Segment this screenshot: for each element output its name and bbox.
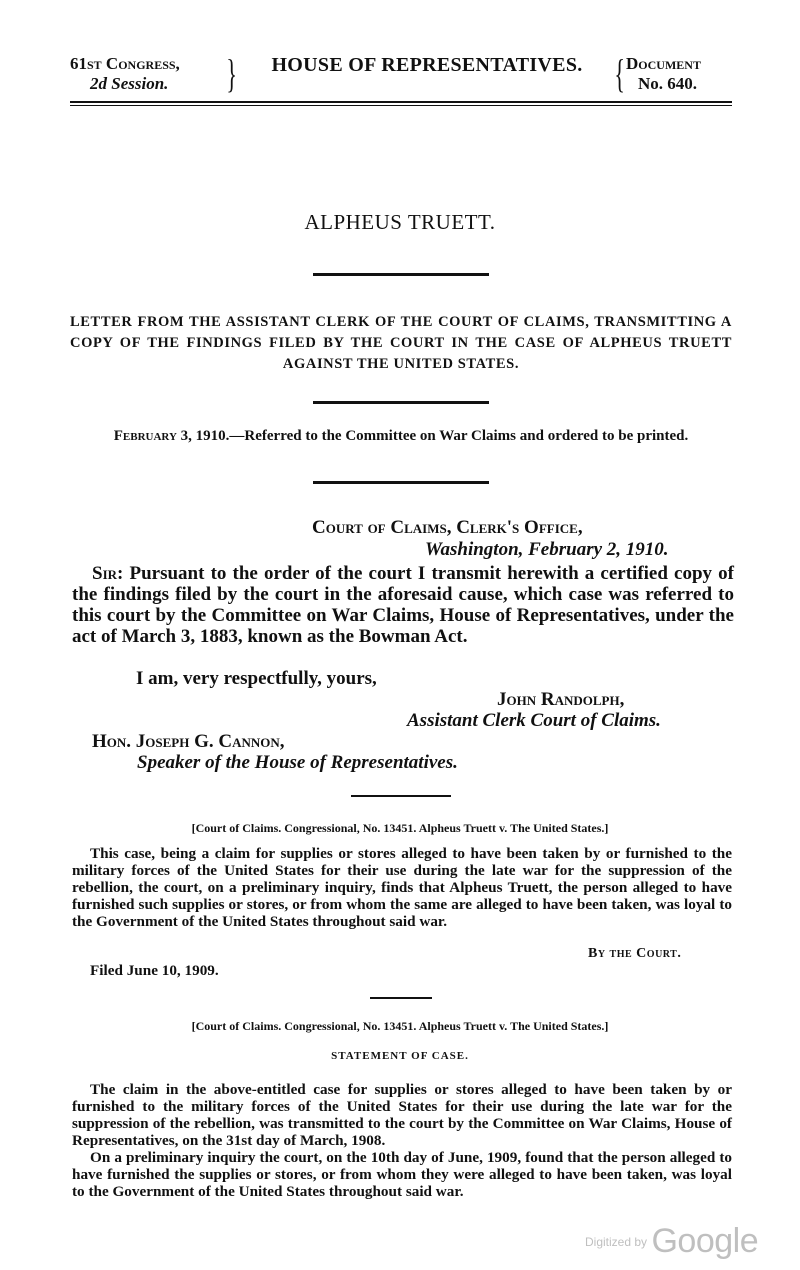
document-number: No. 640. [638,74,698,93]
divider-rule [351,795,451,797]
signer-name [497,689,732,710]
addressee-name-text: Hon. Joseph G. Cannon, [92,731,285,752]
watermark-prefix: Digitized by [585,1235,648,1249]
referral-date: February 3, 1910. [113,428,230,444]
document-subtitle: LETTER FROM THE ASSISTANT CLERK OF THE COURT OF CLAIMS, TRANSMITTING A COPY OF THE FINDINGS FILED BY THE COURT IN THE CASE OF ALPHEUS TRUETT AGAINST THE UNITED STATES. [70,314,732,372]
office-line: Court of Claims, Clerk's Office, [312,517,583,538]
left-brace: } [226,51,237,96]
letter-closing: I am, very respectfully, yours, [136,668,377,689]
right-brace: { [614,51,625,96]
page-title: ALPHEUS TRUETT. [304,210,496,234]
letter-place-date: Washington, February 2, 1910. [425,539,669,560]
divider-rule [313,273,489,276]
letter-body-text: Pursuant to the order of the court I transmit herewith a certified copy of the findings filed by the court in the aforesaid cause, which case was referred to this court by the Committee on War Claims, House of Representatives, under the act of March 3, 1883, known as the Bowman Act. [72,563,735,647]
divider-rule [313,401,489,404]
google-logo: Google [651,1222,759,1260]
statement-paragraph-1: The claim in the above-entitled case for supplies or stores alleged to have been taken by or furnished to the military forces of the United States for their use during the late war for the suppression of the rebellion, was transmitted to the court by the Committee on War Claims, House of Representatives, on the 31st day of March, 1908. [72,1081,732,1149]
chamber-heading: HOUSE OF REPRESENTATIVES. [271,54,583,76]
congress-label: 61st Congress, [70,54,180,73]
signer-title: Assistant Clerk Court of Claims. [407,710,661,731]
letter-office [312,517,732,538]
addressee-title: Speaker of the House of Representatives. [137,752,458,773]
congress-session-block [70,54,230,94]
referral-text: —Referred to the Committee on War Claims and ordered to be printed. [229,428,689,444]
signer-name-text: John Randolph, [497,689,625,710]
by-the-court: By the Court. [588,946,682,961]
document-header [70,51,732,98]
statement-caption: [Court of Claims. Congressional, No. 13451. Alpheus Truett v. The United States.] [191,1019,609,1033]
letter-body [72,563,734,647]
header-rule [70,101,732,106]
filed-date: Filed June 10, 1909. [90,962,219,979]
document-number-block [626,54,736,94]
finding-text: This case, being a claim for supplies or stores alleged to have been taken by or furnished to the military forces of the United States for their use during the late war for the suppression of the rebellion, the court, on a preliminary inquiry, finds that Alpheus Truett, the person alleged to have furnished such supplies or stores, or from whom the same are alleged to have been taken, was loyal to the Government of the United States throughout said war. [72,845,732,930]
statement-paragraph-2: On a preliminary inquiry the court, on the 10th day of June, 1909, found that the person alleged to have furnished the supplies or stores, or from whom they were alleged to have been taken, was loyal to the Government of the United States throughout said war. [72,1149,732,1200]
digitized-watermark [585,1222,758,1261]
document-label: Document [626,54,701,73]
finding-caption: [Court of Claims. Congressional, No. 13451. Alpheus Truett v. The United States.] [191,821,609,835]
referral-note [70,426,732,447]
addressee-name [92,731,492,752]
session-label: 2d Session. [90,74,169,93]
divider-rule [370,997,432,999]
statement-heading: STATEMENT OF CASE. [331,1050,469,1062]
divider-rule [313,481,489,484]
salutation: Sir: [92,563,124,584]
